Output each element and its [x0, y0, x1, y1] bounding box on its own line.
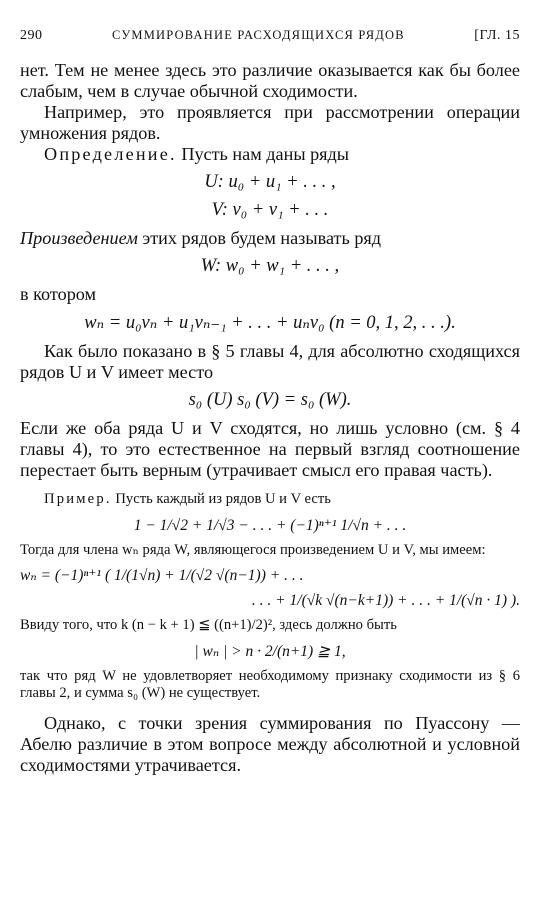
paragraph-7: так что ряд W не удовлетворяет необходимому признаку сходимости из § 6 главы 2, и сумма s₀ (W) не существует.	[20, 667, 520, 701]
paragraph-2: Например, это проявляется при рассмотрении операции умножения рядов.	[20, 102, 520, 143]
paragraph-4: Если же оба ряда U и V сходятся, но лишь условно (см. § 4 главы 4), то это естественное на первый взгляд соотношение перестает быть верным (утрачивает смысл его правая часть).	[20, 418, 520, 480]
equation-series-w: W: w₀ + w₁ + . . . ,	[200, 256, 340, 276]
example	[20, 491, 520, 509]
in-which-text: в котором	[20, 284, 97, 304]
example-label: Пример.	[44, 491, 112, 507]
paragraph-1: нет. Тем не менее здесь это различие оказывается как бы более слабым, чем в случае обычной сходимости.	[20, 60, 520, 101]
chapter-label: [ГЛ. 15	[474, 28, 520, 43]
paragraph-8: Однако, с точки зрения суммирования по Пуассону — Абелю различие в этом вопросе между абсолютной и условной сходимостями утрачивается.	[20, 712, 520, 775]
book-page	[20, 28, 520, 776]
running-title: СУММИРОВАНИЕ РАСХОДЯЩИХСЯ РЯДОВ	[111, 28, 405, 42]
product-text: этих рядов будем называть ряд	[142, 228, 382, 248]
paragraph-5: Тогда для члена wₙ ряда W, являющегося произведением U и V, мы имеем:	[20, 541, 486, 558]
running-header	[20, 28, 520, 44]
paragraph-3: Как было показано в § 5 главы 4, для абсолютно сходящихся рядов U и V имеет место	[20, 341, 520, 382]
equation-sum-product: s₀ (U) s₀ (V) = s₀ (W).	[188, 390, 352, 410]
definition-text: Пусть нам даны ряды	[181, 144, 350, 164]
example-text: Пусть каждый из рядов U и V есть	[115, 491, 331, 507]
equation-alternating-series: 1 − 1/√2 + 1/√3 − . . . + (−1)ⁿ⁺¹ 1/√n + . . .	[133, 516, 407, 534]
page-number: 290	[20, 28, 43, 43]
definition	[20, 144, 520, 165]
equation-series-v: V: v₀ + v₁ + . . .	[211, 200, 329, 220]
equation-wn-expanded-2: . . . + 1/(√k √(n−k+1)) + . . . + 1/(√n · 1) ).	[251, 592, 520, 609]
product-term: Произведением	[20, 228, 138, 248]
equation-wn: wₙ = u₀vₙ + u₁vₙ₋₁ + . . . + uₙv₀ (n = 0, 1, 2, . . .).	[84, 313, 456, 333]
definition-label: Определение.	[44, 144, 177, 164]
equation-wn-expanded-1: wₙ = (−1)ⁿ⁺¹ ( 1/(1√n) + 1/(√2 √(n−1)) + . . .	[20, 567, 304, 584]
paragraph-6: Ввиду того, что k (n − k + 1) ≦ ((n+1)/2)², здесь должно быть	[20, 617, 397, 633]
product-definition	[20, 228, 520, 249]
equation-series-u: U: u₀ + u₁ + . . . ,	[204, 172, 336, 192]
equation-inequality: | wₙ | > n · 2/(n+1) ≧ 1,	[194, 642, 346, 660]
